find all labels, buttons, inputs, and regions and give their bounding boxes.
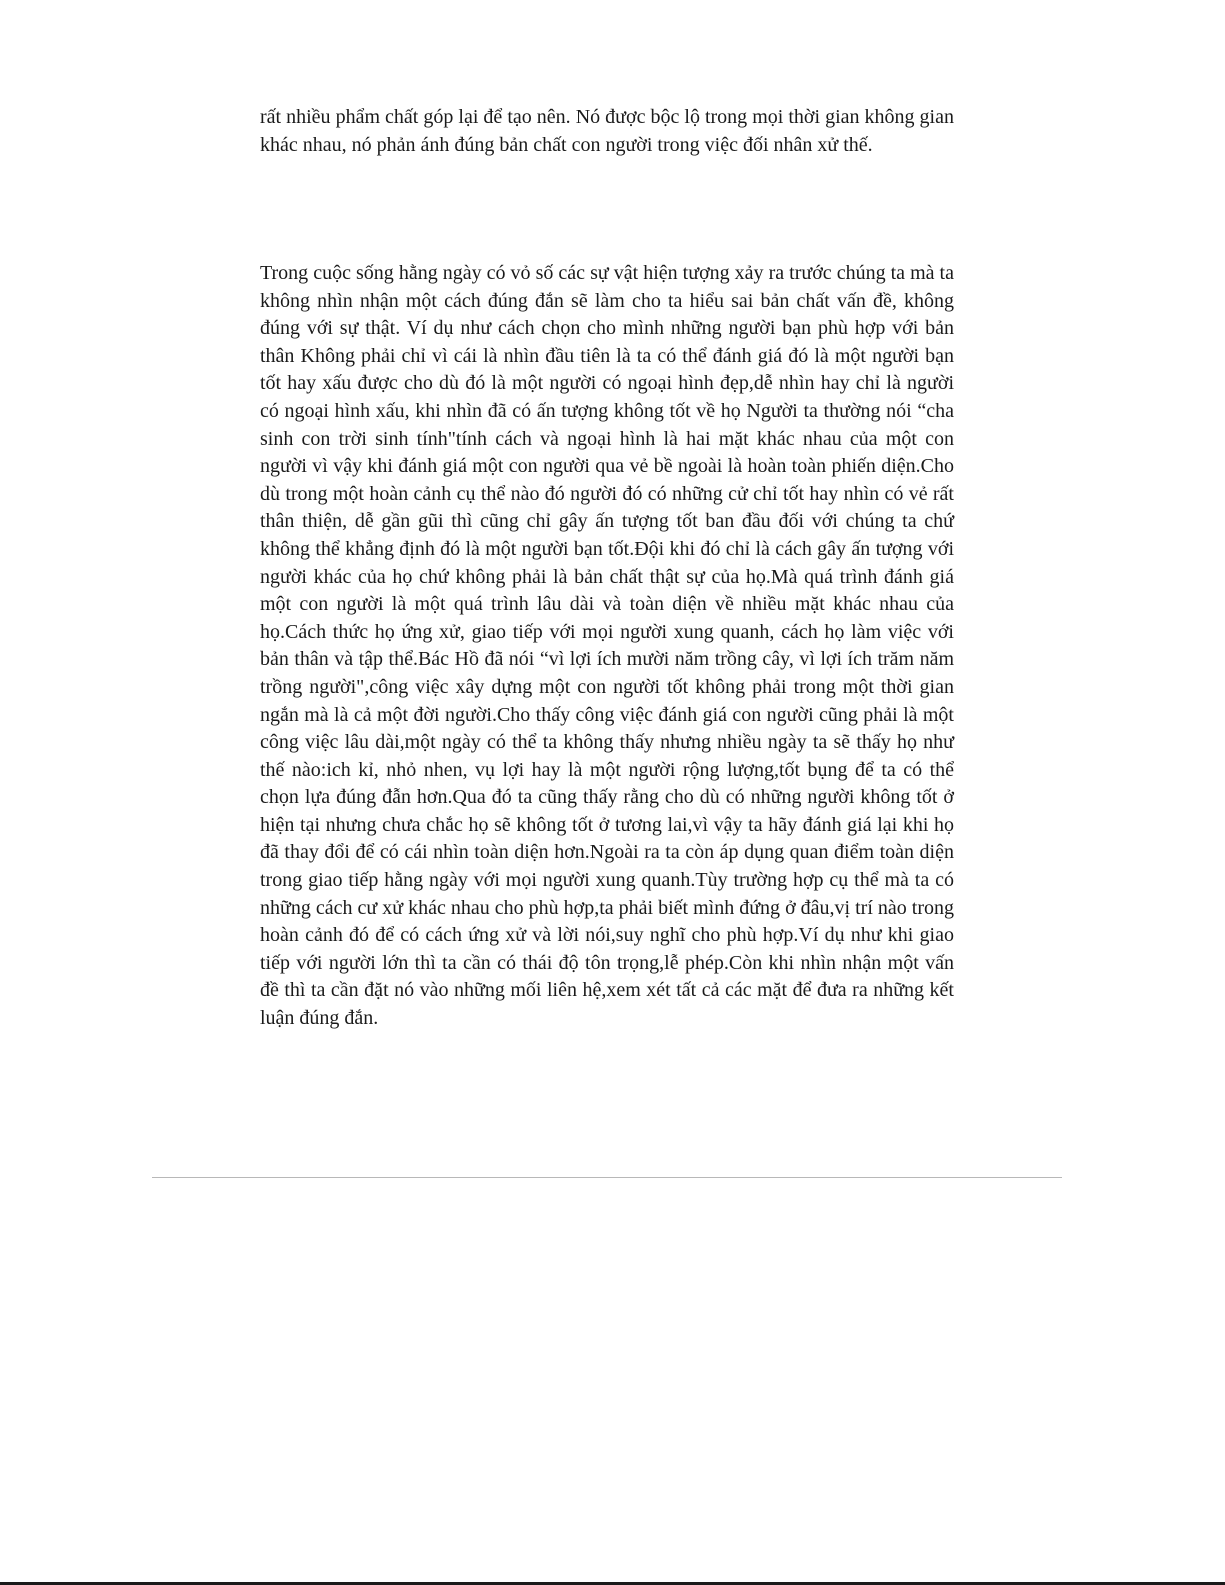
paragraph-main: Trong cuộc sống hằng ngày có vỏ số các sự vật hiện tượng xảy ra trước chúng ta mà ta không nhìn nhận một cách đúng đắn sẽ làm cho ta hiểu sai bản chất vấn đề, không đúng với sự thật. Ví dụ như cách chọn cho mình những người bạn phù hợp với bản thân Không phải chỉ vì cái là nhìn đầu tiên là ta có thể đánh giá đó là một người bạn tốt hay xấu được cho dù đó là một người có ngoại hình đẹp,dễ nhìn hay chỉ là người có ngoại hình xấu, khi nhìn đã có ấn tượng không tốt về họ Người ta thường nói “cha sinh con trời sinh tính"tính cách và ngoại hình là hai mặt khác nhau của một con người vì vậy khi đánh giá một con người qua vẻ bề ngoài là hoàn toàn phiến diện.Cho dù trong một hoàn cảnh cụ thể nào đó người đó có những cử chỉ tốt hay nhìn có vẻ rất thân thiện, dễ gần gũi thì cũng chỉ gây ấn tượng tốt ban đầu đối với chúng ta chứ không thể khẳng định đó là một người bạn tốt.Đội khi đó chỉ là cách gây ấn tượng với người khác của họ chứ không phải là bản chất thật sự của họ.Mà quá trình đánh giá một con người là một quá trình lâu dài và toàn diện về nhiều mặt khác nhau của họ.Cách thức họ ứng xử, giao tiếp với mọi người xung quanh, cách họ làm việc với bản thân và tập thể.Bác Hồ đã nói “vì lợi ích mười năm trồng cây, vì lợi ích trăm năm trồng người",công việc xây dựng một con người tốt không phải trong một thời gian ngắn mà là cả một đời người.Cho thấy công việc đánh giá con người cũng phải là một công việc lâu dài,một ngày có thể ta không thấy nhưng nhiều ngày ta sẽ thấy họ như thế nào:ich kỉ, nhỏ nhen, vụ lợi hay là một người rộng lượng,tốt bụng để ta có thể chọn lựa đúng đẫn hơn.Qua đó ta cũng thấy rằng cho dù có những người không tốt ở hiện tại nhưng chưa chắc họ sẽ không tốt ở tương lai,vì vậy ta hãy đánh giá lại khi họ đã thay đổi để có cái nhìn toàn diện hơn.Ngoài ra ta còn áp dụng quan điểm toàn diện trong giao tiếp hằng ngày với mọi người xung quanh.Tùy trường hợp cụ thể mà ta có những cách cư xử khác nhau cho phù hợp,ta phải biết mình đứng ở đâu,vị trí nào trong hoàn cảnh đó để có cách ứng xử và lời nói,suy nghĩ cho phù hợp.Ví dụ như khi giao tiếp với người lớn thì ta cần có thái độ tôn trọng,lễ phép.Còn khi nhìn nhận một vấn đề thì ta cần đặt nó vào những mối liên hệ,xem xét tất cả các mặt để đưa ra những kết luận đúng đắn.: [260, 262, 954, 1030]
page-divider: [152, 1177, 1062, 1178]
paragraph-continuation: rất nhiều phẩm chất góp lại để tạo nên. Nó được bộc lộ trong mọi thời gian không gian khác nhau, nó phản ánh đúng bản chất con người trong việc đối nhân xử thế.: [260, 106, 954, 156]
